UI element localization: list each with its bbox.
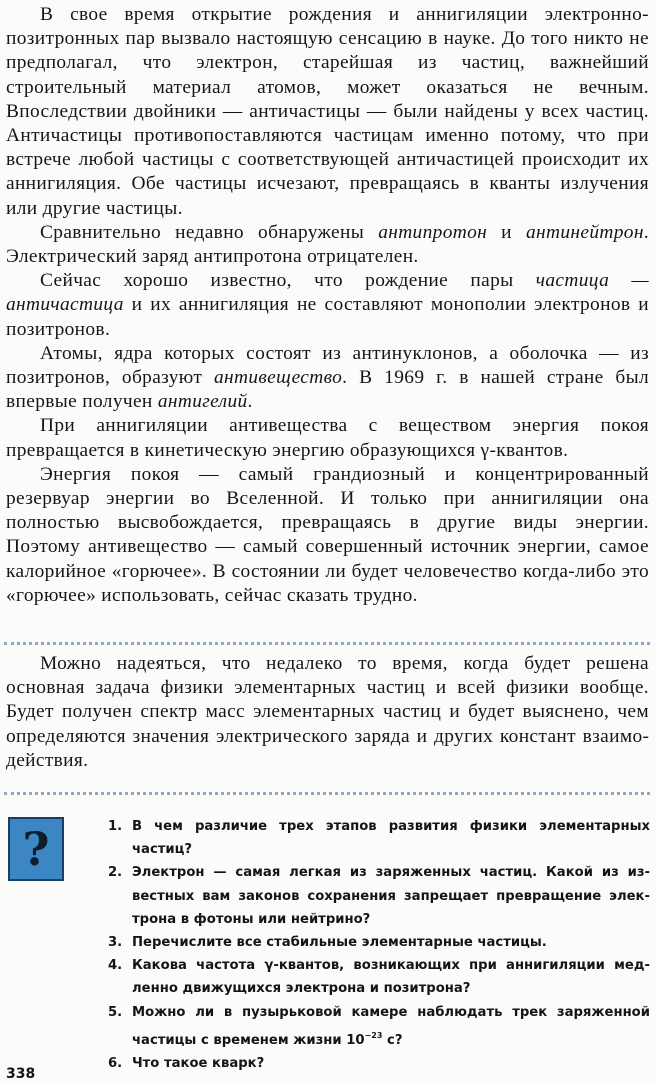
summary-block — [6, 652, 649, 773]
question-item: 6. Что такое кварк? — [108, 1056, 265, 1072]
section-divider-bottom — [4, 792, 650, 795]
summary-text: Можно надеяться, что недалеко то время, когда будет решена основная задача физики элементарных частиц и всей физики вообще. Будет получен спектр масс элементарных частиц и будет выяснено, чем определяются значения электрического заряда и других констант взаимодействия. — [6, 653, 649, 771]
term-particle-antiparticle: частица — античастица — [6, 270, 649, 316]
section-divider-top — [4, 642, 650, 645]
main-text — [6, 3, 649, 608]
question-item: 5. Можно ли в пузырьковой камере наблюдать трек заряженной частицы с временем жизни $10^{-23}$ с? — [108, 1004, 650, 1048]
term-antihelium: антигелий — [157, 391, 248, 413]
paragraph-annihilation: В свое время открытие рождения и аннигиляции электронно-позитронных пар вызвало настоящую сенсацию в науке. До того никто не предполагал, что электрон, старейшая из частиц, важнейший строительный материал атомов, может оказаться не вечным. Впоследствии двойники — античастицы — были найдены у всех частиц. Античастицы противопоставляются частицам именно потому, что при встрече любой частицы с соответствующей античастицей происходит их аннигиляция. Обе частицы исчезают, превращаясь в кванты излучения или другие частицы. — [6, 4, 649, 219]
review-questions — [108, 815, 650, 1075]
paragraph-antiproton: Сравнительно недавно обнаружены антипротон и антинейтрон. Электрический заряд антипротона отрицателен. — [6, 221, 649, 268]
question-item: 4. Какова частота γ-квантов, возникающих при аннигиляции медленно движущихся электрона и позитрона? — [108, 958, 650, 997]
paragraph-pair-creation: Сейчас хорошо известно, что рождение пары частица — античастица и их аннигиляция не составляют монополии электронов и позитронов. — [6, 270, 649, 340]
paragraph-energy-reservoir: Энергия покоя — самый грандиозный и концентрированный резервуар энергии во Вселенной. И только при аннигиляции она полностью высвобождается, превращаясь в другие виды энергии. Поэтому антивещество — самый совершенный источник энергии, самое калорийное «горючее». В состоянии ли будет человечество когда-либо это «горючее» использовать, сейчас сказать трудно. — [6, 463, 649, 606]
question-item: 2. Электрон — самая легкая из заряженных частиц. Какой из известных вам законов сохранения запрещает превращение электрона в фотоны или нейтрино? — [108, 865, 650, 927]
term-antiproton: антипротон — [378, 221, 488, 243]
term-antineutron: антинейтрон — [525, 221, 644, 243]
question-item: 1. В чем различие трех этапов развития физики элементарных частиц? — [108, 819, 650, 858]
paragraph-rest-energy: При аннигиляции антивещества с веществом энергия покоя превращается в кинетическую энергию образующихся γ-квантов. — [6, 415, 649, 461]
question-mark-icon: ? — [8, 817, 64, 881]
term-antimatter: антивещество — [213, 367, 343, 389]
question-item: 3. Перечислите все стабильные элементарные частицы. — [108, 935, 547, 951]
paragraph-antimatter: Атомы, ядра которых состоят из антинуклонов, а оболочка — из позитронов, образуют антивещество. В 1969 г. в нашей стране был впервые получен антигелий. — [6, 342, 649, 413]
page-number: 338 — [6, 1066, 36, 1082]
